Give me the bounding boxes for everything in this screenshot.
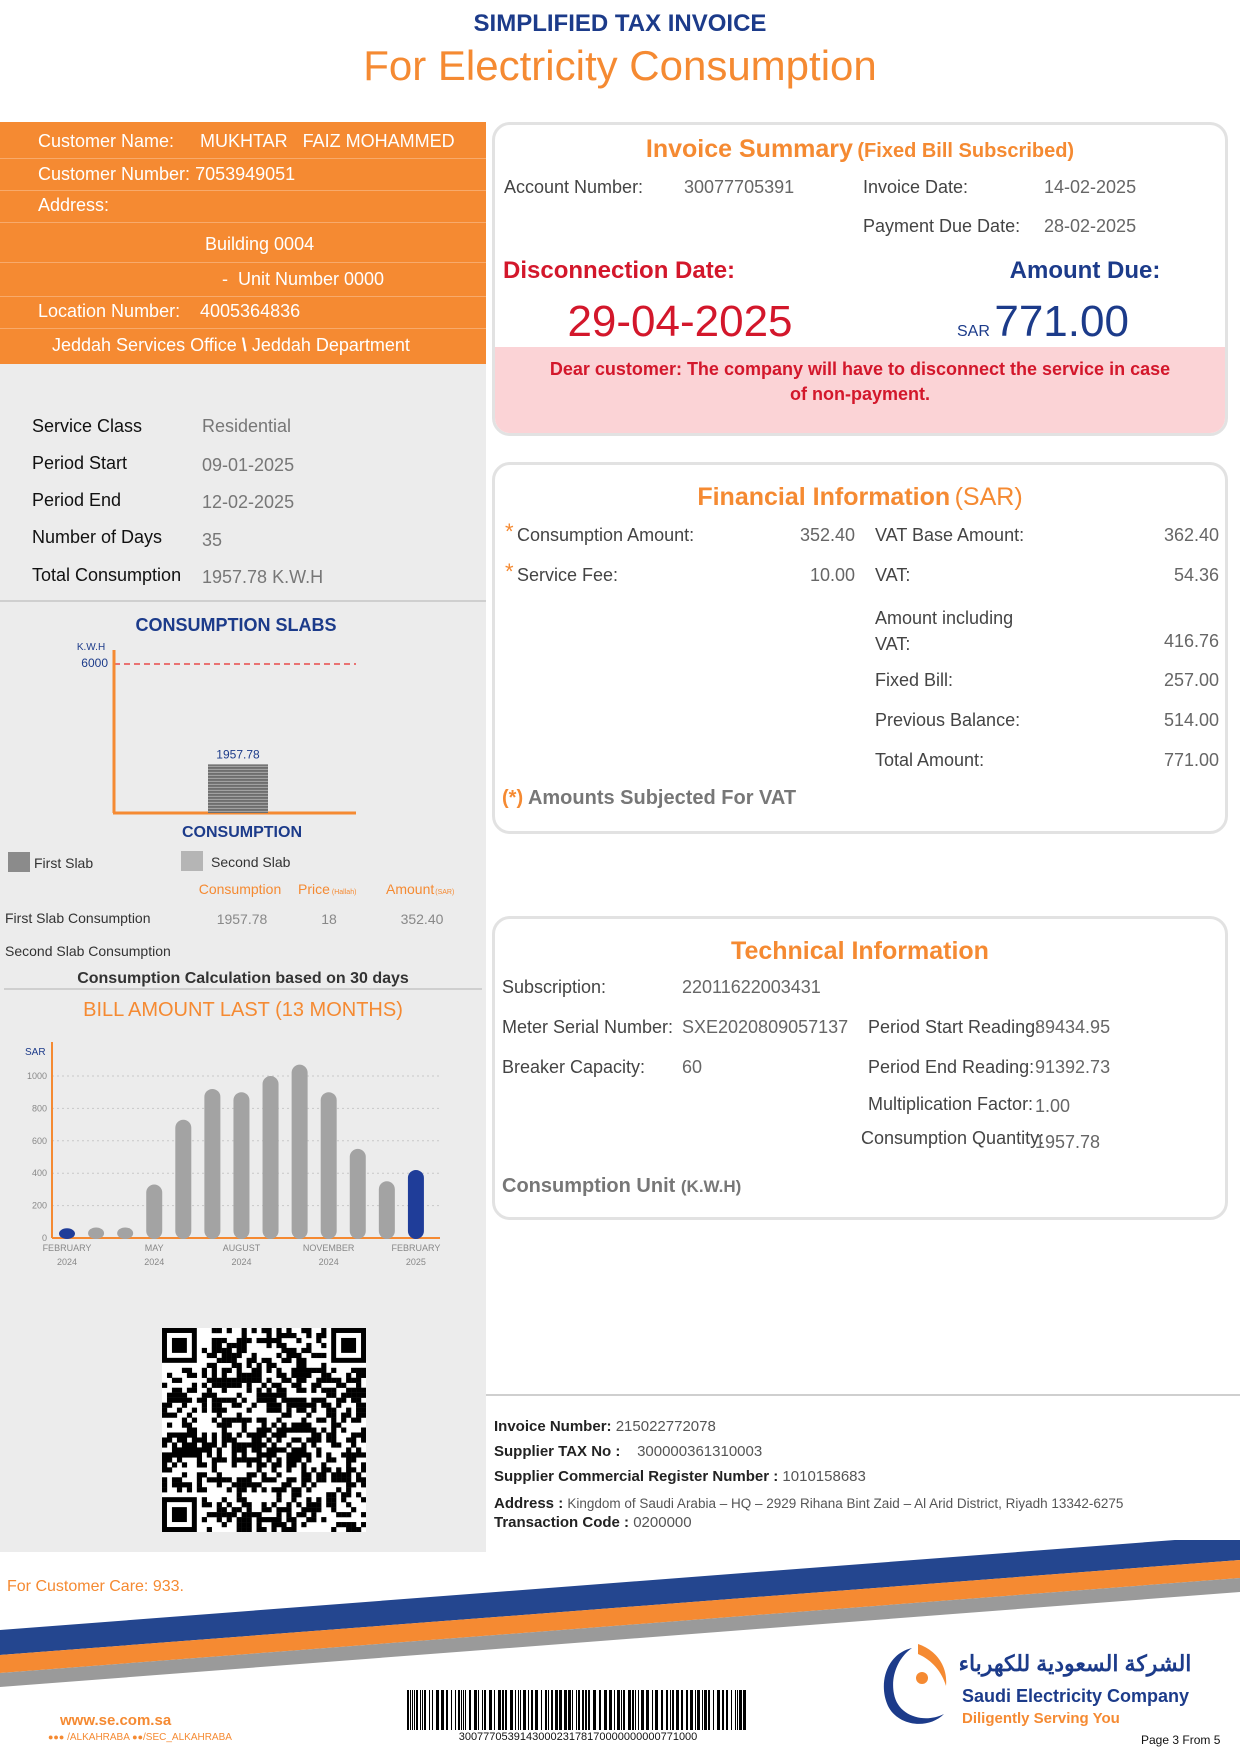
bill-history-title: BILL AMOUNT LAST (13 MONTHS): [83, 999, 403, 1021]
breaker-capacity-label: Breaker Capacity:: [502, 1057, 646, 1077]
disconnection-date: 29-04-2025: [567, 297, 793, 346]
supplier-address: Kingdom of Saudi Arabia – HQ – 2929 Rihana Bint Zaid – Al Arid District, Riyadh 13342-6275: [567, 1496, 1124, 1511]
customer-number: 7053949051: [195, 164, 296, 184]
financial-heading: [495, 483, 1225, 512]
vat-star: *: [505, 559, 514, 584]
period-end-value: 12-02-2025: [202, 492, 295, 512]
customer-number-label: Customer Number:: [38, 164, 191, 184]
customer-name-label: Customer Name:: [38, 131, 175, 151]
tax-row: [494, 1439, 1234, 1464]
disconnection-label: Disconnection Date:: [503, 257, 736, 284]
fixed-bill-label: Fixed Bill:: [875, 670, 954, 690]
office-separator: \: [241, 335, 247, 355]
bill-xtick-month: FEBRUARY: [42, 1243, 92, 1253]
breaker-capacity: 60: [682, 1057, 703, 1077]
invoice-summary-subtitle: (Fixed Bill Subscribed): [857, 140, 1075, 162]
col-price: Price (Hallah): [298, 881, 357, 897]
vat-base-amount: 362.40: [1163, 525, 1219, 545]
invoice-summary-box: [492, 122, 1228, 436]
social-handle-2[interactable]: /SEC_ALKAHRABA: [143, 1732, 232, 1743]
technical-title: Technical Information: [731, 937, 989, 965]
end-reading-label: Period End Reading:: [868, 1057, 1035, 1077]
amount-incl-vat: 416.76: [1163, 631, 1219, 651]
bill-xtick-year: 2024: [56, 1257, 78, 1267]
bill-xtick-year: 2024: [144, 1257, 165, 1267]
consumption-amount: 352.40: [799, 525, 855, 545]
payment-due-date: 28-02-2025: [1044, 216, 1137, 236]
service-fee-label: Service Fee:: [517, 565, 619, 585]
vat-note: [502, 787, 796, 810]
bill-bar: [408, 1170, 424, 1239]
qr-code: [162, 1328, 366, 1532]
address-line-1: Building 0004: [205, 234, 315, 254]
consumption-slabs-chart: [0, 604, 486, 984]
second-slab-row-label: Second Slab Consumption: [5, 943, 171, 959]
first-slab-row-label: First Slab Consumption: [5, 910, 151, 926]
invoice-number-label: Invoice Number:: [494, 1418, 612, 1435]
bill-bar: [175, 1120, 191, 1239]
account-number: 30077705391: [684, 177, 795, 197]
divider: [0, 600, 486, 602]
invoice-date: 14-02-2025: [1044, 177, 1137, 197]
bill-ytick: 200: [31, 1200, 47, 1211]
bill-xtick-year: 2024: [318, 1257, 339, 1267]
consumption-amount-label: Consumption Amount:: [517, 525, 695, 545]
period-start-value: 09-01-2025: [202, 455, 295, 475]
period-start-label: Period Start: [32, 453, 128, 473]
supplier-address-label: Address :: [494, 1495, 564, 1512]
previous-balance-label: Previous Balance:: [875, 710, 1021, 730]
meter-serial-number: SXE2020809057137: [682, 1017, 849, 1037]
start-reading-label: Period Start Reading:: [868, 1017, 1041, 1037]
first-slab-amount: 352.40: [400, 911, 444, 927]
vat-amount: 54.36: [1173, 565, 1219, 585]
payment-due-label: Payment Due Date:: [863, 216, 1021, 236]
cr-number: 1010158683: [782, 1468, 866, 1485]
consumption-calculation-note: Consumption Calculation based on 30 days: [77, 970, 409, 987]
social-links: [48, 1732, 232, 1743]
bill-bar: [204, 1089, 220, 1239]
company-name-arabic: الشركة السعودية للكهرباء: [958, 1651, 1192, 1676]
bill-bar: [263, 1076, 279, 1239]
second-slab-legend: Second Slab: [211, 854, 291, 870]
total-consumption-label: Total Consumption: [32, 565, 182, 585]
total-amount-label: Total Amount:: [875, 750, 985, 770]
days-value: 35: [202, 530, 223, 550]
bill-xtick-year: 2024: [231, 1257, 252, 1267]
vat-note-star: (*): [502, 787, 524, 809]
transaction-row: [494, 1513, 1234, 1532]
service-details: [0, 410, 486, 590]
amount-due-label: Amount Due:: [1009, 257, 1161, 284]
barcode: [405, 1690, 751, 1730]
financial-info-box: [492, 462, 1228, 834]
end-reading: 91392.73: [1035, 1057, 1111, 1077]
bill-bar: [59, 1228, 75, 1239]
bill-history-chart: [0, 1030, 486, 1280]
address-line-2: - Unit Number 0000: [222, 269, 385, 289]
bill-unit: SAR: [25, 1047, 46, 1058]
bill-xtick-year: 2025: [405, 1257, 426, 1267]
meter-serial-label: Meter Serial Number:: [502, 1017, 674, 1037]
address-label: Address:: [38, 195, 110, 215]
sec-logo-icon: [872, 1640, 952, 1734]
total-consumption-value: 1957.78 K.W.H: [202, 567, 324, 587]
second-slab-swatch: [181, 851, 203, 871]
subscription-label: Subscription:: [502, 977, 607, 997]
invoice-type-title: SIMPLIFIED TAX INVOICE: [473, 10, 767, 37]
consumption-quantity-label: Consumption Quantity:: [861, 1128, 1045, 1148]
slabs-xlabel: CONSUMPTION: [182, 824, 302, 841]
transaction-code: 0200000: [633, 1514, 692, 1531]
transaction-label: Transaction Code :: [494, 1514, 630, 1531]
technical-info-box: [492, 916, 1228, 1220]
invoice-number-row: [494, 1414, 1234, 1439]
account-number-label: Account Number:: [504, 177, 644, 197]
slabs-title: CONSUMPTION SLABS: [135, 615, 337, 635]
total-amount: 771.00: [1163, 750, 1219, 770]
social-icons-2: ●●: [132, 1732, 144, 1742]
office-row: [52, 330, 410, 360]
first-slab-price: 18: [321, 911, 337, 927]
consumption-unit-row: [502, 1175, 741, 1198]
amount-due: [957, 297, 1129, 347]
customer-care: For Customer Care: 933.: [7, 1578, 184, 1595]
days-label: Number of Days: [32, 527, 163, 547]
customer-name: MUKHTAR FAIZ MOHAMMED: [200, 131, 455, 151]
invoice-summary-title: Invoice Summary: [645, 135, 853, 163]
customer-number-row: [38, 159, 295, 189]
address-row: [494, 1494, 1234, 1513]
tax-number: 300000361310003: [637, 1443, 763, 1460]
cr-row: [494, 1464, 1234, 1489]
vat-note-text: Amounts Subjected For VAT: [527, 787, 797, 809]
social-icons: ●●●: [48, 1732, 65, 1742]
barcode-number: 300777053914300023178170000000000771000: [458, 1731, 698, 1743]
slabs-unit: K.W.H: [76, 642, 106, 653]
subscription-number: 22011622003431: [682, 977, 821, 997]
bill-ytick: 0: [41, 1233, 47, 1243]
disconnection-warning-panel: [495, 347, 1225, 433]
bill-bar: [321, 1092, 337, 1239]
location-number: 4005364836: [200, 301, 301, 321]
multiplication-factor-label: Multiplication Factor:: [868, 1094, 1034, 1114]
vat-star: *: [505, 519, 514, 544]
supplier-info: [494, 1414, 1234, 1532]
footer-divider: [486, 1394, 1240, 1396]
consumption-unit-label: Consumption Unit: [502, 1175, 676, 1197]
financial-title: Financial Information: [697, 483, 951, 511]
location-row: [38, 296, 301, 326]
vat-label: VAT:: [875, 565, 911, 585]
bill-ytick: 1000: [26, 1071, 47, 1081]
col-consumption: Consumption: [198, 881, 282, 897]
bill-xtick-month: AUGUST: [222, 1243, 261, 1253]
bill-ytick: 800: [31, 1103, 47, 1114]
invoice-subtitle: For Electricity Consumption: [363, 42, 877, 89]
bill-xtick-month: MAY: [144, 1243, 164, 1253]
customer-name-row: [38, 126, 455, 156]
department-name: Jeddah Department: [251, 335, 410, 355]
invoice-date-label: Invoice Date:: [863, 177, 969, 197]
bill-bar: [350, 1149, 366, 1239]
start-reading: 89434.95: [1035, 1017, 1111, 1037]
vat-base-label: VAT Base Amount:: [875, 525, 1025, 545]
service-fee: 10.00: [809, 565, 855, 585]
bill-bar: [117, 1227, 133, 1239]
invoice-summary-heading: [495, 135, 1225, 164]
customer-block: [0, 122, 486, 364]
service-class-label: Service Class: [32, 416, 143, 436]
invoice-number: 215022772078: [615, 1418, 716, 1435]
slabs-max-tick: 6000: [81, 656, 108, 670]
bill-ytick: 400: [31, 1168, 47, 1179]
social-handle-1[interactable]: /ALKAHRABA: [67, 1732, 130, 1743]
amount-incl-vat-label: Amount including VAT:: [875, 608, 1014, 654]
company-tagline: Diligently Serving You: [962, 1710, 1120, 1727]
service-class-value: Residential: [202, 416, 292, 436]
first-slab-legend: First Slab: [34, 855, 94, 871]
bill-xtick-month: FEBRUARY: [391, 1243, 441, 1253]
consumption-unit: (K.W.H): [680, 1177, 742, 1196]
bill-bar: [146, 1185, 162, 1239]
financial-title-unit: (SAR): [954, 483, 1023, 511]
fixed-bill: 257.00: [1163, 670, 1219, 690]
office-name: Jeddah Services Office: [52, 335, 237, 355]
first-slab-swatch: [8, 852, 30, 872]
bill-bar: [379, 1181, 395, 1239]
website[interactable]: www.se.com.sa: [60, 1712, 172, 1729]
page-number: Page 3 From 5: [1141, 1733, 1221, 1747]
col-amount: Amount(SAR): [386, 881, 455, 897]
bill-bar: [233, 1092, 249, 1239]
bill-bar: [292, 1065, 308, 1239]
period-end-label: Period End: [32, 490, 122, 510]
disconnection-warning: Dear customer: The company will have to disconnect the service in case of non-payment.: [549, 359, 1171, 404]
cr-label: Supplier Commercial Register Number :: [494, 1468, 779, 1485]
consumption-quantity: 1957.78: [1035, 1132, 1101, 1152]
slab-bar-label: 1957.78: [216, 747, 260, 762]
bill-ytick: 600: [31, 1135, 47, 1146]
location-label: Location Number:: [38, 301, 181, 321]
bill-bar: [88, 1227, 104, 1239]
multiplication-factor: 1.00: [1035, 1096, 1071, 1116]
tax-label: Supplier TAX No :: [494, 1443, 621, 1460]
note-divider: [4, 988, 482, 990]
amount-due-value: 771.00: [994, 297, 1129, 346]
previous-balance: 514.00: [1163, 710, 1219, 730]
company-name-english: Saudi Electricity Company: [962, 1686, 1190, 1706]
first-slab-consumption: 1957.78: [216, 911, 268, 927]
bill-xtick-month: NOVEMBER: [302, 1243, 355, 1253]
amount-due-currency: SAR: [957, 323, 990, 340]
